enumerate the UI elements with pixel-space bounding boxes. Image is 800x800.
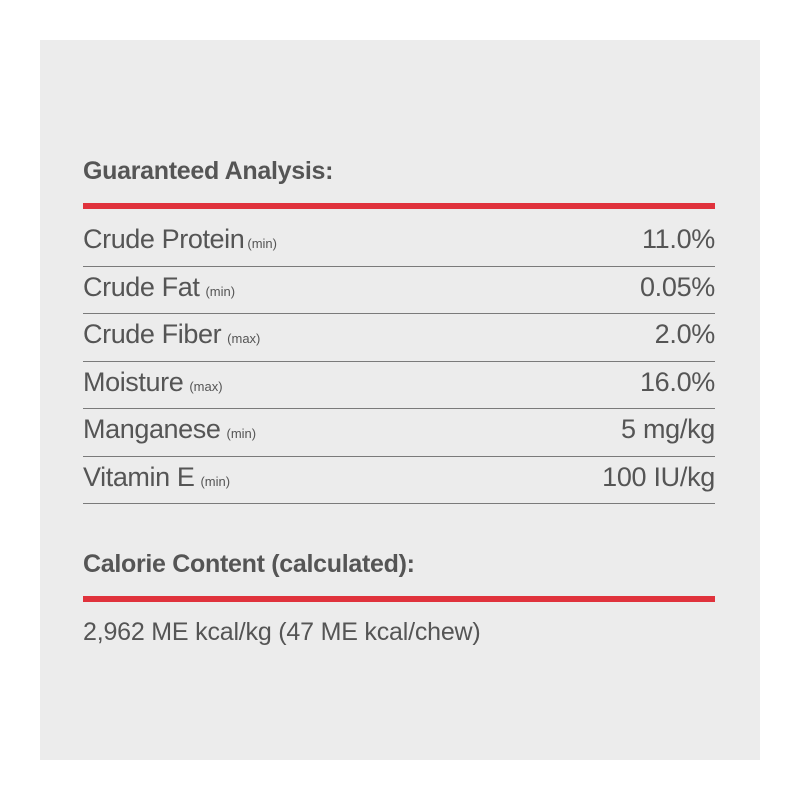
nutrient-qualifier: (max) [227,331,261,346]
nutrient-qualifier: (min) [226,426,257,441]
analysis-row-crude-fiber [83,314,715,362]
analysis-row-manganese [83,409,715,457]
calorie-content-value: 2,962 ME kcal/kg (47 ME kcal/chew) [83,618,481,646]
nutrient-name: Manganese [83,414,221,444]
nutrient-value: 5 mg/kg [621,414,715,444]
nutrition-panel [40,40,760,760]
analysis-row-label [83,224,277,255]
analysis-row-crude-fat [83,267,715,315]
analysis-row-vitamin-e [83,457,715,505]
analysis-row-label [83,272,235,303]
nutrient-qualifier: (max) [189,378,223,394]
analysis-row-label [83,414,256,445]
nutrient-qualifier: (min) [200,473,231,489]
nutrient-name: Crude Fiber [83,319,222,349]
nutrient-name: Vitamin E [83,461,195,492]
analysis-row-label [83,367,223,398]
guaranteed-analysis-title: Guaranteed Analysis: [83,157,334,185]
nutrient-value: 0.05% [639,271,715,302]
analysis-row-moisture [83,362,715,410]
calorie-content-accent-rule [83,596,715,602]
nutrient-name: Crude Protein [83,224,245,254]
nutrient-value: 16.0% [639,366,715,397]
nutrient-qualifier: (min) [247,236,277,251]
calorie-content-title: Calorie Content (calculated): [83,550,415,578]
nutrient-name: Moisture [83,366,184,397]
nutrient-value: 11.0% [641,224,715,254]
guaranteed-analysis-accent-rule [83,203,715,209]
nutrient-name: Crude Fat [83,271,200,302]
nutrient-qualifier: (min) [205,283,236,299]
nutrient-value: 100 IU/kg [602,461,715,492]
analysis-row-label [83,319,260,350]
guaranteed-analysis-table [83,219,715,504]
analysis-row-crude-protein [83,219,715,267]
analysis-row-label [83,462,230,493]
nutrient-value: 2.0% [654,319,715,349]
